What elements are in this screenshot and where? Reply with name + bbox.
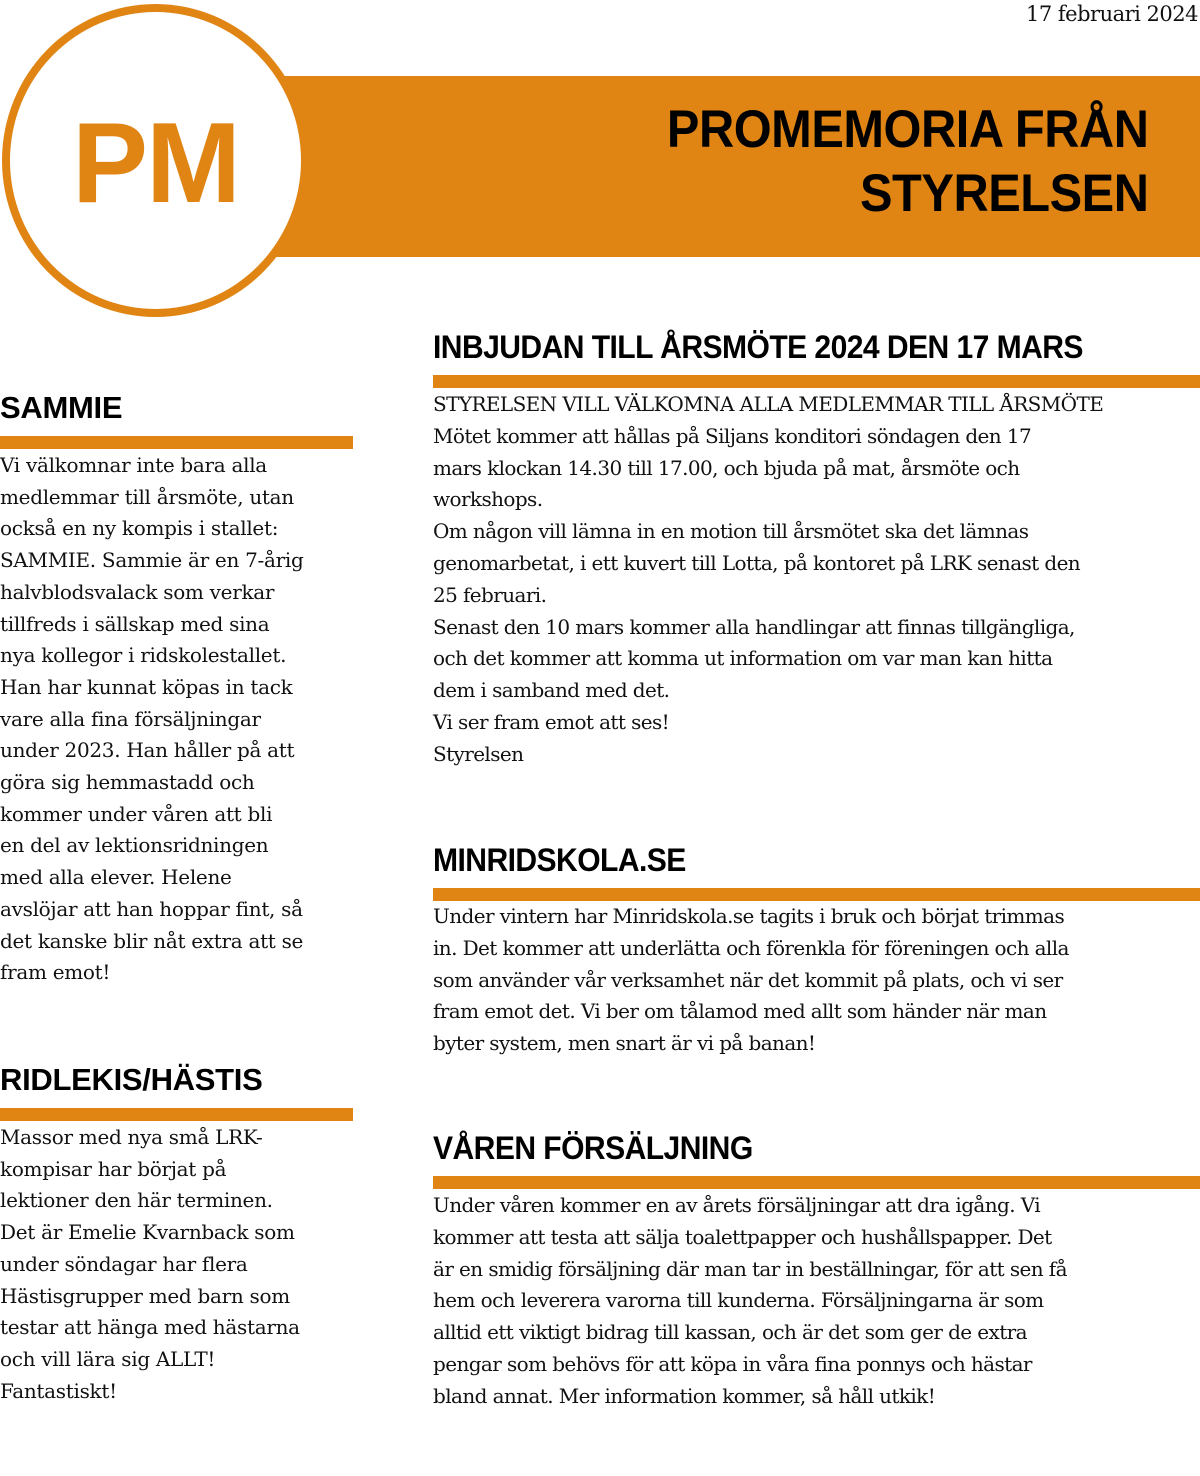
section-body-forsaljning: Under våren kommer en av årets försäljningar att dra igång. Vi kommer att testa att sälja toalettpapper och hushållspapper. Det är en smidig försäljning där man tar in beställningar, för att sen få hem och leverera varorna till kunderna. Försäljningarna är som alltid ett viktigt bidrag till kassan, och är det som ger de extra pengar som behövs för att köpa in våra fina ponnys och hästar bland annat. Mer information kommer, så håll utkik! xyxy=(433,1193,1067,1408)
section-divider xyxy=(433,1176,1200,1189)
pm-logo xyxy=(2,4,309,317)
section-body-minridskola: Under vintern har Minridskola.se tagits i bruk och börjat trimmas in. Det kommer att underlätta och förenkla för föreningen och alla som använder vår verksamhet när det kommit på plats, och vi ser fram emot det. Vi ber om tålamod med allt som händer när man byter system, men snart är vi på banan! xyxy=(433,904,1069,1056)
section-divider xyxy=(433,375,1200,388)
section-heading-sammie: SAMMIE xyxy=(0,390,123,425)
pm-logo-text: PM xyxy=(72,100,239,227)
section-heading-minridskola: MINRIDSKOLA.SE xyxy=(433,842,686,878)
document-title xyxy=(666,98,1148,226)
section-divider xyxy=(433,888,1200,901)
title-line-2: STYRELSEN xyxy=(859,164,1148,223)
section-body-ridlekis: Massor med nya små LRK- kompisar har börjat på lektioner den här terminen. Det är Emelie Kvarnback som under söndagar har flera Hästisgrupper med barn som testar att hänga med hästarna och vill lära sig ALLT! Fantastiskt! xyxy=(0,1125,300,1403)
section-divider xyxy=(0,1108,353,1121)
title-line-1: PROMEMORIA FRÅN xyxy=(666,100,1148,159)
section-body-arsmote: STYRELSEN VILL VÄLKOMNA ALLA MEDLEMMAR TILL ÅRSMÖTE Mötet kommer att hållas på Siljans konditori söndagen den 17 mars klockan 14.30 till 17.00, och bjuda på mat, årsmöte och workshops. Om någon vill lämna in en motion till årsmötet ska det lämnas genomarbetat, i ett kuvert till Lotta, på kontoret på LRK senast den 25 februari. Senast den 10 mars kommer alla handlingar att finnas tillgängliga, och det kommer att komma ut information om var man kan hitta dem i samband med det. Vi ser fram emot att ses! Styrelsen xyxy=(433,392,1104,766)
section-heading-arsmote: INBJUDAN TILL ÅRSMÖTE 2024 DEN 17 MARS xyxy=(433,329,1083,365)
section-heading-forsaljning: VÅREN FÖRSÄLJNING xyxy=(433,1130,753,1166)
document-date: 17 februari 2024 xyxy=(1026,2,1198,26)
section-body-sammie: Vi välkomnar inte bara alla medlemmar till årsmöte, utan också en ny kompis i stallet: SAMMIE. Sammie är en 7-årig halvblodsvalack som verkar tillfreds i sällskap med sina nya kollegor i ridskolestallet. Han har kunnat köpas in tack vare alla fina försäljningar under 2023. Han håller på att göra sig hemmastadd och kommer under våren att bli en del av lektionsridningen med alla elever. Helene avslöjar att han hoppar fint, så det kanske blir nåt extra att se fram emot! xyxy=(0,453,304,985)
section-heading-ridlekis: RIDLEKIS/HÄSTIS xyxy=(0,1062,263,1097)
section-divider xyxy=(0,436,353,449)
title-banner xyxy=(260,76,1200,257)
